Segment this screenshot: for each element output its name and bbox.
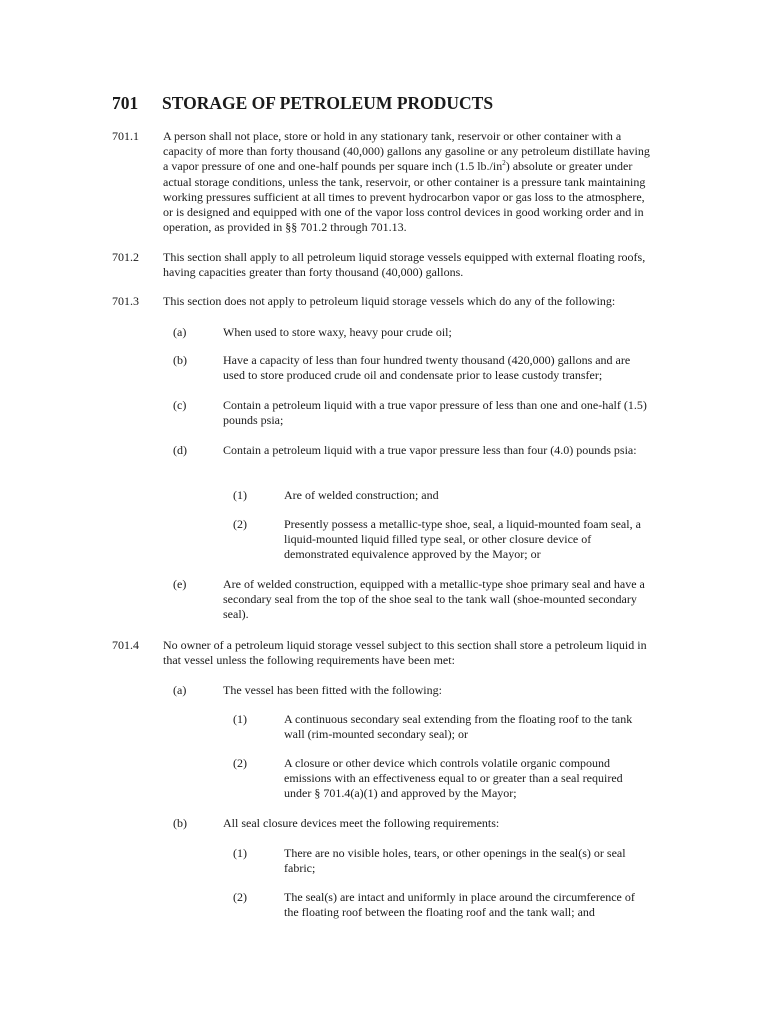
- item-text: Are of welded construction, equipped with a metallic-type shoe primary seal and have a secondary seal from the top of the shoe seal to the tank wall (shoe-mounted secondary seal).: [223, 577, 645, 622]
- item-text: Contain a petroleum liquid with a true vapor pressure less than four (4.0) pounds psia:: [223, 443, 637, 457]
- item-text: Contain a petroleum liquid with a true vapor pressure of less than one and one-half (1.5) pounds psia;: [223, 398, 647, 428]
- paragraph-label: 701.1: [112, 129, 139, 143]
- section-number: 701: [112, 93, 139, 113]
- item-text: The vessel has been fitted with the following:: [223, 683, 442, 697]
- item-label: (c): [173, 398, 187, 412]
- subitem-text: The seal(s) are intact and uniformly in place around the circumference of the floating roof between the floating roof and the tank wall; and: [284, 890, 635, 920]
- subitem-701-3-d-1: [233, 488, 650, 503]
- item-701-4-b: [173, 816, 650, 831]
- item-701-3-b: [173, 353, 650, 383]
- item-label: (b): [173, 353, 187, 367]
- superscript: 2: [502, 159, 506, 168]
- subitem-701-4-a-1: [233, 712, 650, 742]
- subitem-label: (2): [233, 890, 247, 904]
- paragraph-text: This section does not apply to petroleum liquid storage vessels which do any of the following:: [163, 294, 616, 308]
- subitem-text: Presently possess a metallic-type shoe, seal, a liquid-mounted foam seal, a liquid-mounted liquid filled type seal, or other closure device of demonstrated equivalence approved by the Mayor; or: [284, 517, 641, 562]
- paragraph-701-2: [112, 250, 650, 280]
- paragraph-text: A person shall not place, store or hold in any stationary tank, reservoir or other container with a capacity of more than forty thousand (40,000) gallons any gasoline or any petroleum distillate having a vapor pressure of one and one-half pounds per square inch (1.5 $lb./in^2$) absolute or greater under actual storage conditions, unless the tank, reservoir, or other container is a pressure tank maintaining working pressures sufficient at all times to prevent hydrocarbon vapor or gas loss to the atmosphere, or is designed and equipped with one of the vapor loss control devices in good working order and in operation, as provided in §§ 701.2 through 701.13.: [163, 129, 650, 235]
- subitem-label: (1): [233, 846, 247, 860]
- paragraph-label: 701.2: [112, 250, 139, 264]
- item-label: (a): [173, 683, 187, 697]
- item-701-3-d: [173, 443, 650, 458]
- subitem-text: A continuous secondary seal extending from the floating roof to the tank wall (rim-mounted secondary seal); or: [284, 712, 633, 742]
- subitem-label: (2): [233, 517, 247, 531]
- subitem-label: (1): [233, 712, 247, 726]
- subitem-label: (2): [233, 756, 247, 770]
- item-text: All seal closure devices meet the following requirements:: [223, 816, 500, 830]
- item-text: When used to store waxy, heavy pour crude oil;: [223, 325, 452, 339]
- section-heading: [112, 92, 493, 114]
- subitem-701-4-a-2: [233, 756, 650, 802]
- paragraph-701-3: [112, 294, 650, 309]
- item-701-3-c: [173, 398, 650, 428]
- item-701-4-a: [173, 683, 650, 698]
- paragraph-701-4: [112, 638, 650, 668]
- subitem-text: There are no visible holes, tears, or other openings in the seal(s) or seal fabric;: [284, 846, 626, 876]
- paragraph-text: This section shall apply to all petroleum liquid storage vessels equipped with external floating roofs, having capacities greater than forty thousand (40,000) gallons.: [163, 250, 646, 280]
- subitem-701-4-b-1: [233, 846, 650, 876]
- subitem-text: Are of welded construction; and: [284, 488, 439, 502]
- item-701-3-a: [173, 325, 650, 340]
- subitem-text: A closure or other device which controls volatile organic compound emissions with an effectiveness equal to or greater than a seal required under § 701.4(a)(1) and approved by the Mayor;: [284, 756, 623, 801]
- item-text: Have a capacity of less than four hundred twenty thousand (420,000) gallons and are used to store produced crude oil and condensate prior to lease custody transfer;: [223, 353, 631, 383]
- item-label: (e): [173, 577, 187, 591]
- section-title: STORAGE OF PETROLEUM PRODUCTS: [162, 93, 494, 113]
- item-label: (a): [173, 325, 187, 339]
- paragraph-701-1: [112, 129, 650, 235]
- paragraph-label: 701.3: [112, 294, 139, 308]
- item-701-3-e: [173, 577, 650, 623]
- paragraph-text: No owner of a petroleum liquid storage vessel subject to this section shall store a petroleum liquid in that vessel unless the following requirements have been met:: [163, 638, 647, 668]
- item-label: (d): [173, 443, 187, 457]
- subitem-701-4-b-2: [233, 890, 650, 920]
- subitem-label: (1): [233, 488, 247, 502]
- item-label: (b): [173, 816, 187, 830]
- subitem-701-3-d-2: [233, 517, 650, 563]
- paragraph-label: 701.4: [112, 638, 139, 652]
